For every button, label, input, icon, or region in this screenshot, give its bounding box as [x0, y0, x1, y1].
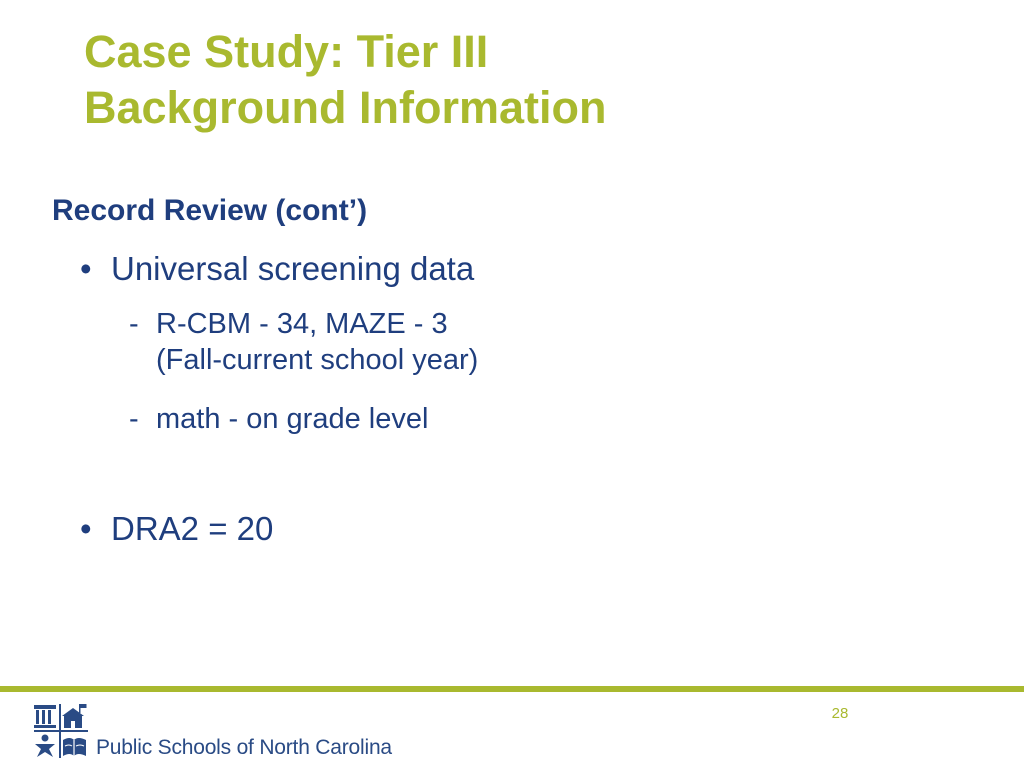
bullet-text: Universal screening data	[111, 250, 475, 287]
page-number: 28	[831, 705, 849, 722]
bullet-marker: •	[80, 250, 92, 287]
slide-title-line-2: Background Information	[84, 82, 607, 133]
sub-bullet-text: math - on grade level	[156, 403, 429, 435]
bullet-marker: •	[80, 510, 92, 547]
footer-divider	[0, 686, 1024, 692]
section-heading: Record Review (cont’)	[52, 194, 368, 227]
sub-bullet-marker: -	[129, 308, 139, 340]
bullet-text: DRA2 = 20	[111, 510, 274, 547]
slide-title-line-1: Case Study: Tier III	[84, 26, 489, 77]
sub-bullet-text: R-CBM - 34, MAZE - 3	[156, 308, 448, 340]
nc-public-schools-logo-icon	[32, 702, 90, 760]
slide-title	[84, 24, 607, 136]
sub-bullet-marker: -	[129, 403, 139, 435]
sub-bullet-text-continued: (Fall-current school year)	[156, 344, 479, 376]
organization-name: Public Schools of North Carolina	[96, 736, 392, 759]
